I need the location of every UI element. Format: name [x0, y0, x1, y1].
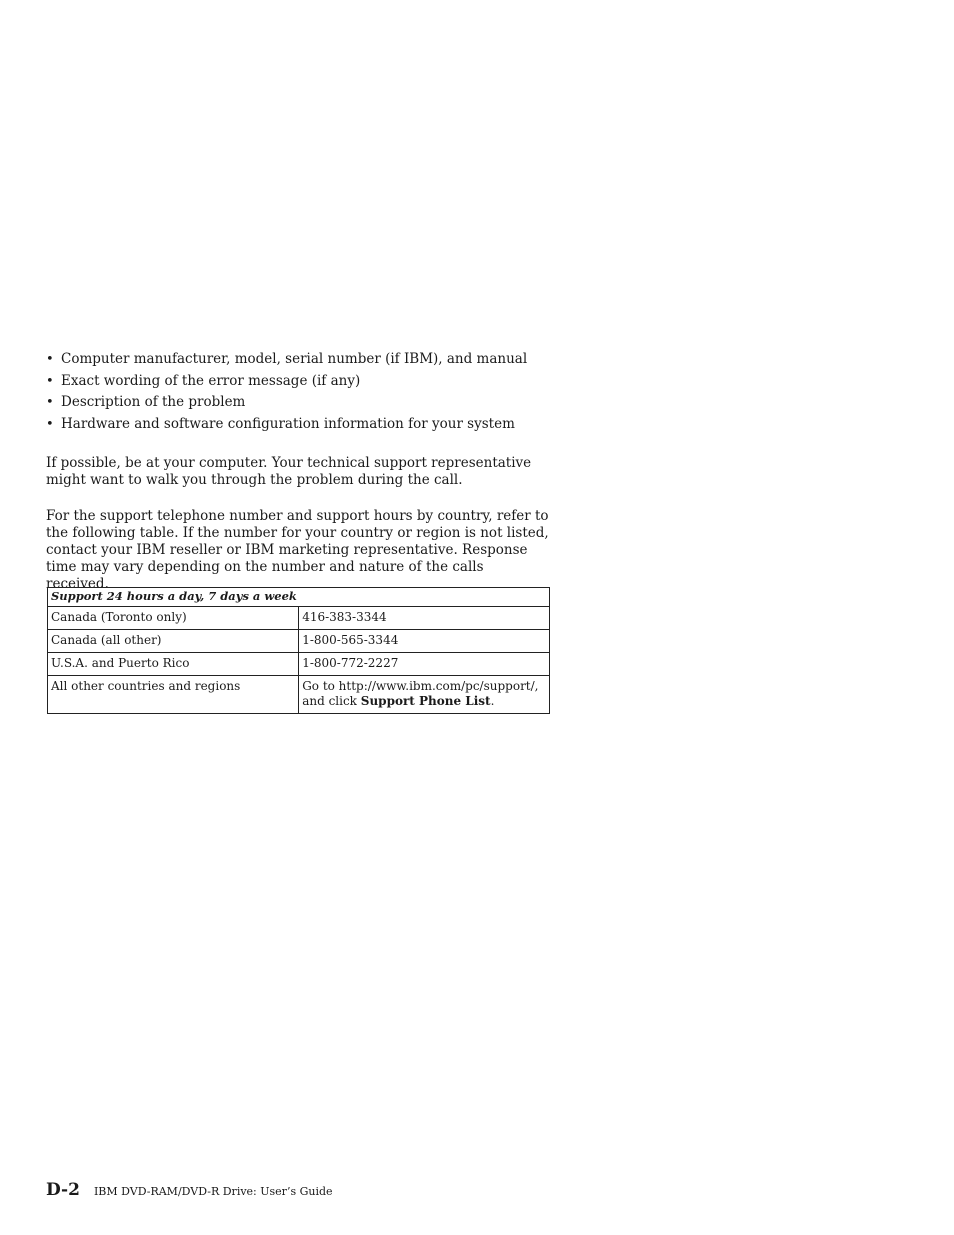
list-item-text: Computer manufacturer, model, serial number (if IBM), and manual: [61, 351, 528, 367]
table-header: Support 24 hours a day, 7 days a week: [48, 588, 550, 607]
region-cell: U.S.A. and Puerto Rico: [48, 653, 299, 676]
list-item: [46, 349, 550, 371]
phone-cell: 416-383-3344: [299, 607, 550, 630]
list-item-text: Exact wording of the error message (if any): [61, 372, 361, 389]
phone-cell: 1-800-772-2227: [299, 653, 550, 676]
table-row: [48, 676, 550, 714]
period-text: .: [490, 694, 495, 708]
bullet-icon: •: [46, 395, 54, 411]
click-prefix-text: and click: [302, 694, 361, 708]
table-row: [48, 653, 550, 676]
contact-cell: [299, 676, 550, 714]
support-url-text[interactable]: Go to http://www.ibm.com/pc/support/,: [302, 679, 539, 693]
document-title: IBM DVD-RAM/DVD-R Drive: User’s Guide: [93, 1185, 333, 1198]
main-content: [46, 349, 550, 593]
info-bullet-list: [46, 349, 550, 436]
list-item: [46, 414, 550, 436]
support-phone-list-label: Support Phone List: [360, 694, 491, 708]
bullet-icon: •: [46, 417, 54, 433]
bullet-icon: •: [46, 373, 54, 389]
table-row: [48, 607, 550, 630]
phone-cell: 1-800-565-3344: [299, 630, 550, 653]
bullet-icon: •: [46, 352, 54, 367]
list-item: [46, 392, 550, 414]
table-header-row: [48, 588, 550, 607]
region-cell: All other countries and regions: [48, 676, 299, 714]
page-footer: [46, 1180, 333, 1200]
list-item: [46, 371, 550, 393]
page-number: D-2: [46, 1180, 80, 1200]
list-item-text: Hardware and software configuration information for your system: [61, 416, 515, 433]
paragraph-support-info: For the support telephone number and support hours by country, refer to the following table. If the number for your country or region is not listed, contact your IBM reseller or IBM marketing representative. Response time may vary depending on the number and nature of the calls received.: [46, 507, 549, 592]
region-cell: Canada (all other): [48, 630, 299, 653]
paragraph-be-at-computer: If possible, be at your computer. Your technical support representative might want to walk you through the problem during the call.: [46, 454, 532, 488]
support-phone-table: [47, 587, 550, 714]
table-row: [48, 630, 550, 653]
list-item-text: Description of the problem: [61, 394, 246, 411]
region-cell: Canada (Toronto only): [48, 607, 299, 630]
